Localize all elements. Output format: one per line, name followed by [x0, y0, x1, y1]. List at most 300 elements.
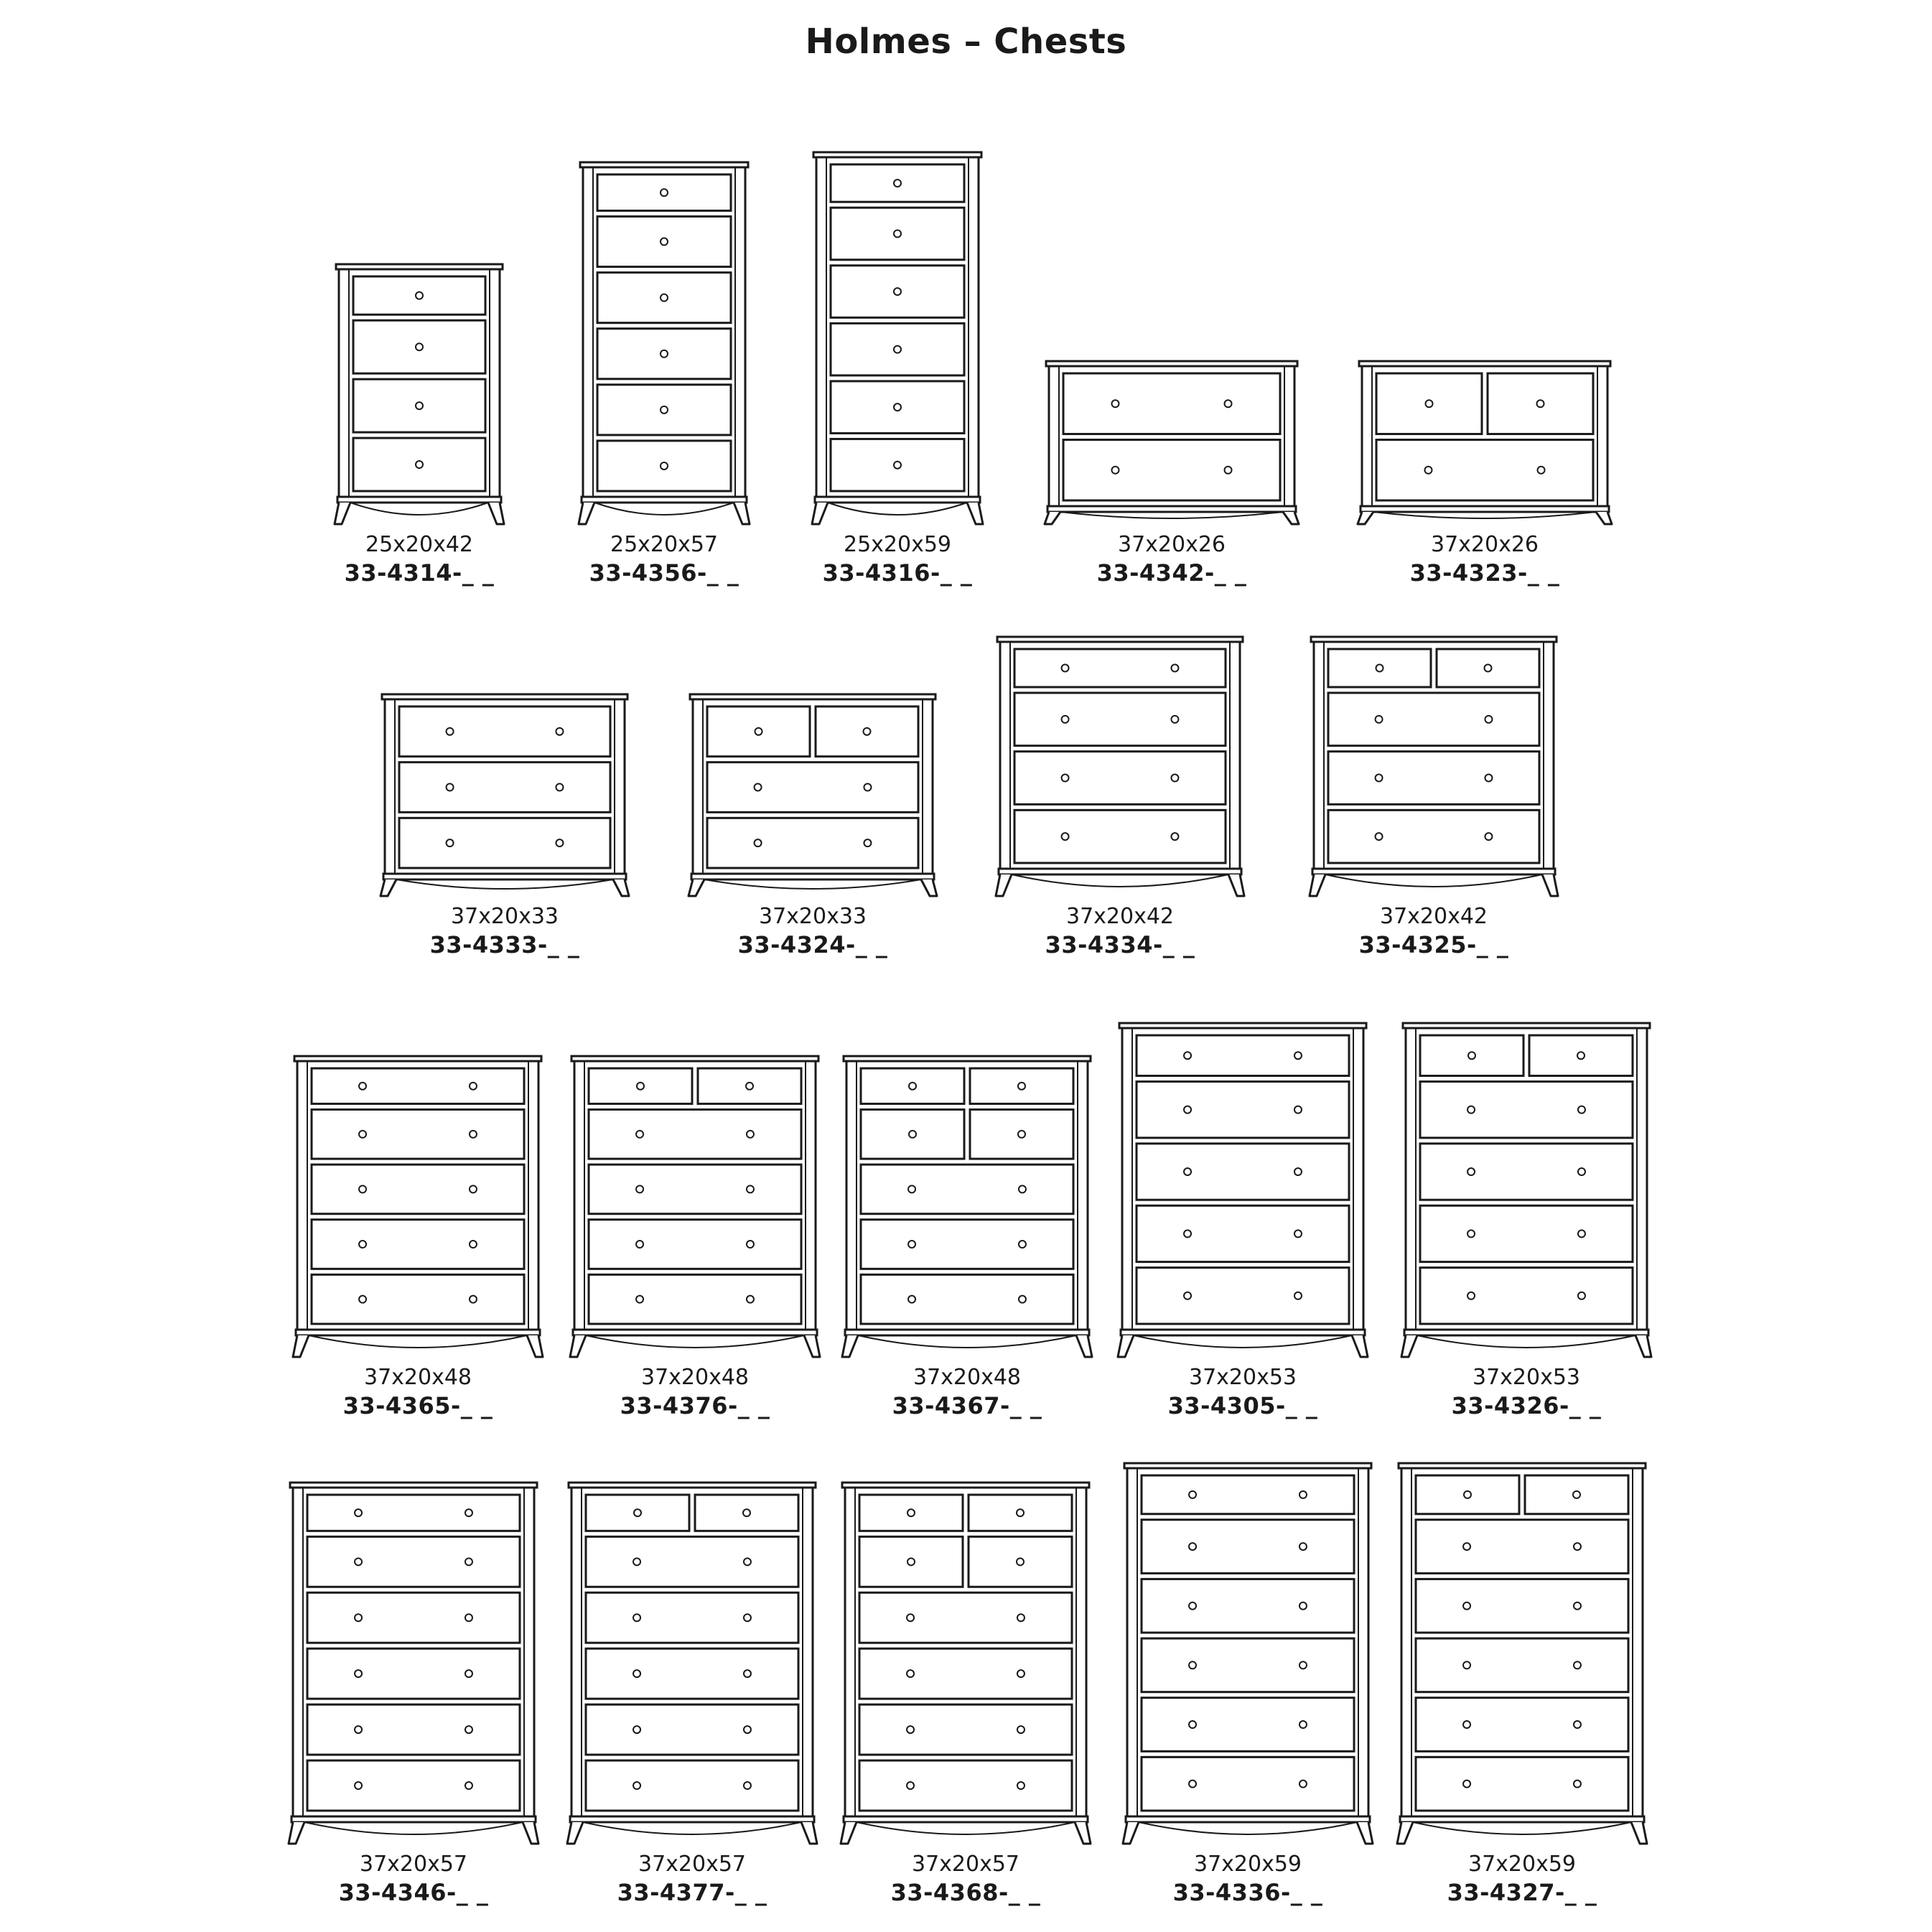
drawer-knob	[1017, 1614, 1025, 1621]
drawer-knob	[1062, 833, 1069, 840]
chest-dimensions: 37x20x53	[1188, 1365, 1297, 1390]
drawer-knob	[1184, 1052, 1191, 1059]
chest-drawing	[1123, 1463, 1373, 1844]
chest-label	[276, 531, 563, 587]
chest-label	[1028, 531, 1315, 587]
chest-item-code: 33-4325-_ _	[1358, 931, 1509, 958]
drawer-knob	[907, 1614, 914, 1621]
chest-leg-left	[1358, 512, 1373, 524]
chest-leg-left	[381, 879, 396, 896]
drawer-knob	[744, 1558, 751, 1565]
chest-item-code: 33-4305-_ _	[1167, 1392, 1318, 1419]
chest-label	[976, 903, 1264, 959]
chest-base-rail	[845, 1330, 1089, 1335]
chest-drawing	[842, 1056, 1092, 1357]
chest-leg-left	[567, 1822, 583, 1844]
drawer-knob	[1485, 665, 1492, 672]
chest-label	[823, 1364, 1111, 1420]
drawer-knob	[1184, 1292, 1191, 1299]
drawer-front	[1420, 1268, 1633, 1324]
chest-dimensions: 37x20x57	[359, 1852, 468, 1877]
drawer-knob	[1574, 1781, 1581, 1788]
drawer-knob	[416, 343, 423, 350]
drawer-knob	[447, 784, 454, 791]
drawer-knob	[661, 350, 668, 358]
chest-base-rail	[1047, 506, 1296, 512]
chest-item-code: 33-4368-_ _	[890, 1879, 1041, 1906]
chest-dimensions: 37x20x57	[638, 1852, 747, 1877]
chest-leg-right	[801, 1822, 817, 1844]
chest-leg-right	[734, 503, 750, 524]
drawer-knob	[1299, 1721, 1307, 1728]
chest-base-rail	[1404, 1330, 1648, 1335]
drawer-front	[1137, 1144, 1349, 1200]
chest-leg-right	[1542, 874, 1558, 896]
drawer-front	[1142, 1638, 1354, 1692]
drawer-front	[312, 1220, 524, 1269]
drawer-knob	[1578, 1168, 1585, 1175]
drawer-knob	[864, 839, 871, 846]
drawer-front	[1142, 1757, 1354, 1811]
chest-label	[1099, 1364, 1386, 1420]
drawer-knob	[1018, 1131, 1025, 1138]
chest-leg-left	[289, 1822, 304, 1844]
chest-drawing	[1397, 1463, 1647, 1844]
drawer-front	[859, 1592, 1072, 1643]
drawer-knob	[465, 1509, 472, 1516]
chest-label	[551, 1364, 839, 1420]
chest-leg-left	[841, 1822, 857, 1844]
chest-leg-right	[488, 503, 504, 524]
drawer-knob	[1467, 1230, 1475, 1237]
drawer-knob	[746, 1083, 753, 1090]
chest-dimensions: 37x20x59	[1193, 1852, 1302, 1877]
drawer-knob	[355, 1614, 362, 1621]
drawer-front	[859, 1760, 1072, 1811]
drawer-front	[586, 1536, 798, 1587]
drawer-knob	[661, 294, 668, 302]
chest-leg-left	[1045, 512, 1060, 524]
drawer-knob	[1299, 1602, 1307, 1610]
drawer-knob	[1294, 1230, 1302, 1237]
chest-apron-arch	[594, 503, 734, 515]
drawer-knob	[634, 1509, 641, 1516]
chest-base-rail	[691, 874, 934, 879]
chest-dimensions: 25x20x57	[610, 532, 719, 557]
chest-apron-arch	[1134, 1335, 1352, 1348]
drawer-front	[1137, 1205, 1349, 1261]
chest-dimensions: 37x20x42	[1379, 904, 1488, 929]
drawer-front	[1137, 1081, 1349, 1137]
chest-leg-left	[689, 879, 704, 896]
drawer-knob	[1171, 665, 1178, 672]
drawer-knob	[556, 839, 563, 846]
drawer-knob	[637, 1083, 644, 1090]
chest-label	[361, 903, 648, 959]
drawer-front	[586, 1704, 798, 1755]
drawer-knob	[633, 1558, 640, 1565]
drawer-knob	[894, 288, 901, 295]
drawer-knob	[744, 1726, 751, 1733]
drawer-front	[707, 818, 918, 868]
drawer-knob	[1189, 1543, 1196, 1550]
chest-dimensions: 37x20x26	[1117, 532, 1226, 557]
drawer-front	[312, 1068, 524, 1103]
drawer-front	[307, 1648, 520, 1699]
drawer-front	[307, 1760, 520, 1811]
chest-label	[822, 1851, 1109, 1907]
drawer-knob	[908, 1296, 915, 1303]
drawer-front	[307, 1495, 520, 1531]
chest-dimensions: 37x20x48	[363, 1365, 472, 1390]
chest-label	[270, 1851, 557, 1907]
chest-item-code: 33-4336-_ _	[1172, 1879, 1323, 1906]
drawer-front	[586, 1760, 798, 1811]
drawer-knob	[1463, 1661, 1470, 1669]
drawer-knob	[1464, 1491, 1471, 1498]
chest-apron-arch	[309, 1335, 527, 1348]
drawer-front	[312, 1109, 524, 1159]
drawer-knob	[1485, 716, 1492, 723]
drawer-knob	[1294, 1106, 1302, 1114]
drawer-front	[399, 706, 610, 757]
chest-item-code: 33-4365-_ _	[342, 1392, 493, 1419]
chest-leg-left	[1310, 874, 1325, 896]
chest-leg-left	[1397, 1822, 1413, 1844]
drawer-knob	[556, 728, 563, 735]
drawer-knob	[1463, 1781, 1470, 1788]
chest-base-rail	[1121, 1330, 1365, 1335]
drawer-knob	[355, 1509, 362, 1516]
chest-base-rail	[296, 1330, 540, 1335]
drawer-knob	[1424, 467, 1432, 474]
chest-drawing	[812, 152, 983, 524]
chest-apron-arch	[586, 1335, 804, 1348]
drawer-knob	[1538, 467, 1545, 474]
drawer-knob	[359, 1241, 366, 1248]
chest-item-code: 33-4327-_ _	[1447, 1879, 1597, 1906]
chest-leg-left	[570, 1335, 586, 1357]
chest-drawing	[1045, 361, 1299, 524]
chest-label	[1383, 1364, 1670, 1420]
drawer-front	[1416, 1579, 1628, 1633]
drawer-knob	[1019, 1185, 1026, 1193]
chest-apron-arch	[1325, 874, 1542, 887]
chest-apron-arch	[1413, 1822, 1631, 1834]
drawer-knob	[1467, 1168, 1475, 1175]
drawer-front	[859, 1648, 1072, 1699]
drawer-front	[586, 1592, 798, 1643]
drawer-knob	[355, 1782, 362, 1789]
drawer-knob	[1017, 1558, 1024, 1565]
drawer-knob	[1111, 467, 1119, 474]
chest-apron-arch	[857, 1822, 1075, 1834]
drawer-knob	[1189, 1781, 1196, 1788]
drawer-knob	[1299, 1661, 1307, 1669]
drawer-knob	[633, 1782, 640, 1789]
chest-drawing	[579, 162, 750, 524]
drawer-front	[1420, 1205, 1633, 1261]
drawer-knob	[1294, 1292, 1302, 1299]
chest-item-code: 33-4342-_ _	[1096, 559, 1247, 587]
drawer-knob	[1376, 833, 1383, 840]
drawer-knob	[1376, 775, 1383, 782]
chest-leg-left	[579, 503, 594, 524]
drawer-knob	[1189, 1661, 1196, 1669]
chest-base-rail	[1126, 1816, 1370, 1822]
drawer-knob	[1578, 1106, 1585, 1114]
chest-leg-left	[1401, 1335, 1417, 1357]
drawer-knob	[1189, 1721, 1196, 1728]
drawer-knob	[1019, 1241, 1026, 1248]
chest-leg-left	[996, 874, 1012, 896]
drawer-front	[589, 1220, 801, 1269]
chest-dimensions: 25x20x59	[843, 532, 952, 557]
drawer-knob	[661, 462, 668, 470]
chest-item-code: 33-4323-_ _	[1409, 559, 1560, 587]
drawer-knob	[359, 1296, 366, 1303]
chest-label	[1378, 1851, 1666, 1907]
drawer-knob	[1225, 400, 1232, 407]
drawer-knob	[908, 1241, 915, 1248]
chest-base-rail	[815, 497, 980, 503]
chest-item-code: 33-4377-_ _	[617, 1879, 767, 1906]
chest-dimensions: 37x20x33	[450, 904, 559, 929]
drawer-knob	[1184, 1230, 1191, 1237]
drawer-knob	[907, 1782, 914, 1789]
drawer-knob	[909, 1083, 916, 1090]
drawer-front	[1014, 649, 1226, 687]
chest-base-rail	[383, 874, 626, 879]
chest-leg-left	[1118, 1335, 1134, 1357]
drawer-front	[399, 762, 610, 813]
drawer-knob	[465, 1782, 472, 1789]
drawer-knob	[416, 402, 423, 409]
drawer-knob	[633, 1614, 640, 1621]
chest-apron-arch	[828, 503, 967, 515]
chest-dimensions: 37x20x59	[1467, 1852, 1577, 1877]
drawer-knob	[447, 839, 454, 846]
drawer-knob	[1485, 833, 1492, 840]
drawer-knob	[1062, 665, 1069, 672]
drawer-front	[859, 1704, 1072, 1755]
drawer-knob	[1574, 1543, 1581, 1550]
drawer-knob	[747, 1296, 754, 1303]
drawer-knob	[355, 1558, 362, 1565]
drawer-front	[589, 1165, 801, 1214]
drawer-front	[1376, 440, 1593, 501]
page-title: Holmes – Chests	[805, 22, 1127, 62]
drawer-front	[1328, 810, 1539, 863]
drawer-knob	[465, 1614, 472, 1621]
drawer-knob	[1189, 1602, 1196, 1610]
chest-drawing	[841, 1483, 1091, 1844]
drawer-knob	[747, 1241, 754, 1248]
chest-base-rail	[1312, 869, 1555, 874]
drawer-knob	[1017, 1726, 1025, 1733]
drawer-knob	[744, 1614, 751, 1621]
drawer-knob	[661, 406, 668, 414]
drawer-knob	[1184, 1168, 1191, 1175]
chest-label	[1290, 903, 1577, 959]
drawer-front	[399, 818, 610, 868]
chest-leg-right	[1283, 512, 1299, 524]
chest-apron-arch	[1012, 874, 1228, 887]
drawer-knob	[1017, 1670, 1025, 1677]
drawer-front	[861, 1165, 1073, 1214]
drawer-knob	[743, 1509, 750, 1516]
drawer-front	[861, 1220, 1073, 1269]
chest-drawing	[996, 637, 1244, 896]
chest-label	[1104, 1851, 1391, 1907]
drawer-knob	[470, 1296, 477, 1303]
chest-apron-arch	[304, 1822, 523, 1834]
chest-item-code: 33-4356-_ _	[589, 559, 739, 587]
drawer-knob	[636, 1296, 643, 1303]
chest-drawing	[1401, 1023, 1651, 1357]
drawer-knob	[636, 1241, 643, 1248]
chest-item-code: 33-4324-_ _	[737, 931, 888, 958]
drawer-knob	[359, 1185, 366, 1193]
drawer-knob	[1189, 1491, 1196, 1498]
chest-leg-right	[967, 503, 983, 524]
chest-apron-arch	[350, 503, 488, 515]
chest-item-code: 33-4333-_ _	[429, 931, 580, 958]
chest-leg-right	[1075, 1822, 1091, 1844]
drawer-knob	[1019, 1296, 1026, 1303]
chest-base-rail	[573, 1330, 817, 1335]
drawer-front	[1328, 693, 1539, 746]
drawer-front	[307, 1592, 520, 1643]
drawer-knob	[1485, 775, 1492, 782]
drawer-knob	[1299, 1491, 1307, 1498]
chest-dimensions: 37x20x48	[640, 1365, 750, 1390]
drawer-knob	[416, 461, 423, 468]
drawer-knob	[1225, 467, 1232, 474]
drawer-knob	[1171, 775, 1178, 782]
chest-leg-right	[921, 879, 937, 896]
drawer-knob	[1171, 833, 1178, 840]
chest-leg-right	[523, 1822, 538, 1844]
chest-drawing	[567, 1483, 817, 1844]
drawer-knob	[1426, 400, 1433, 407]
chest-label	[274, 1364, 561, 1420]
chest-drawing	[1358, 361, 1612, 524]
chest-item-code: 33-4334-_ _	[1045, 931, 1195, 958]
drawer-front	[1416, 1520, 1628, 1574]
drawer-front	[586, 1648, 798, 1699]
chest-item-code: 33-4367-_ _	[892, 1392, 1042, 1419]
chest-dimensions: 37x20x48	[913, 1365, 1022, 1390]
chest-leg-right	[1631, 1822, 1647, 1844]
chest-item-code: 33-4314-_ _	[344, 559, 495, 587]
chest-leg-left	[842, 1335, 858, 1357]
chest-dimensions: 37x20x57	[911, 1852, 1020, 1877]
drawer-knob	[907, 1670, 914, 1677]
chest-label	[1341, 531, 1628, 587]
drawer-knob	[909, 1131, 916, 1138]
drawer-knob	[894, 230, 901, 238]
chest-drawing	[570, 1056, 820, 1357]
drawer-knob	[864, 784, 871, 791]
chest-leg-left	[335, 503, 350, 524]
drawer-knob	[636, 1131, 643, 1138]
drawer-knob	[1294, 1052, 1302, 1059]
drawer-knob	[359, 1083, 366, 1090]
drawer-knob	[894, 179, 901, 187]
chest-drawing	[293, 1056, 543, 1357]
drawer-knob	[465, 1670, 472, 1677]
drawer-front	[589, 1109, 801, 1159]
chest-drawing	[381, 694, 629, 896]
chest-dimensions: 37x20x26	[1430, 532, 1539, 557]
chest-label	[549, 1851, 836, 1907]
drawer-front	[1416, 1698, 1628, 1752]
drawer-knob	[1062, 716, 1069, 723]
chest-base-rail	[1400, 1816, 1644, 1822]
chest-leg-right	[804, 1335, 820, 1357]
chest-leg-right	[1596, 512, 1612, 524]
drawer-knob	[755, 784, 762, 791]
drawer-front	[1328, 752, 1539, 805]
drawer-front	[307, 1704, 520, 1755]
chest-base-rail	[844, 1816, 1088, 1822]
chest-apron-arch	[1139, 1822, 1357, 1834]
drawer-knob	[1537, 400, 1544, 407]
drawer-knob	[907, 1726, 914, 1733]
chest-drawing	[689, 694, 937, 896]
chest-base-rail	[1361, 506, 1609, 512]
chest-leg-left	[293, 1335, 309, 1357]
chest-dimensions: 37x20x42	[1065, 904, 1175, 929]
chest-dimensions: 37x20x53	[1472, 1365, 1581, 1390]
drawer-knob	[1467, 1106, 1475, 1114]
drawer-knob	[1017, 1782, 1025, 1789]
drawer-front	[1142, 1698, 1354, 1752]
chest-base-rail	[999, 869, 1241, 874]
drawer-front	[1420, 1144, 1633, 1200]
drawer-knob	[465, 1726, 472, 1733]
drawer-knob	[1574, 1602, 1581, 1610]
drawer-knob	[1574, 1721, 1581, 1728]
drawer-knob	[556, 784, 563, 791]
drawer-front	[707, 762, 918, 813]
drawer-knob	[864, 728, 871, 735]
drawer-front	[1142, 1520, 1354, 1574]
drawer-knob	[747, 1185, 754, 1193]
drawer-front	[312, 1274, 524, 1324]
chest-base-rail	[337, 497, 501, 503]
chest-leg-right	[1635, 1335, 1651, 1357]
chest-apron-arch	[858, 1335, 1076, 1348]
chest-leg-right	[1352, 1335, 1368, 1357]
chest-apron-arch	[1417, 1335, 1635, 1348]
drawer-knob	[1573, 1491, 1580, 1498]
drawer-knob	[894, 462, 901, 469]
drawer-knob	[447, 728, 454, 735]
drawer-knob	[1468, 1052, 1475, 1059]
drawer-front	[1014, 693, 1226, 746]
drawer-front	[1063, 373, 1280, 434]
drawer-knob	[1578, 1292, 1585, 1299]
drawer-front	[307, 1536, 520, 1587]
chest-dimensions: 25x20x42	[365, 532, 474, 557]
chest-apron-arch	[583, 1822, 801, 1834]
drawer-front	[1137, 1035, 1349, 1075]
drawer-front	[1420, 1081, 1633, 1137]
drawer-knob	[1184, 1106, 1191, 1114]
drawer-knob	[1463, 1602, 1470, 1610]
